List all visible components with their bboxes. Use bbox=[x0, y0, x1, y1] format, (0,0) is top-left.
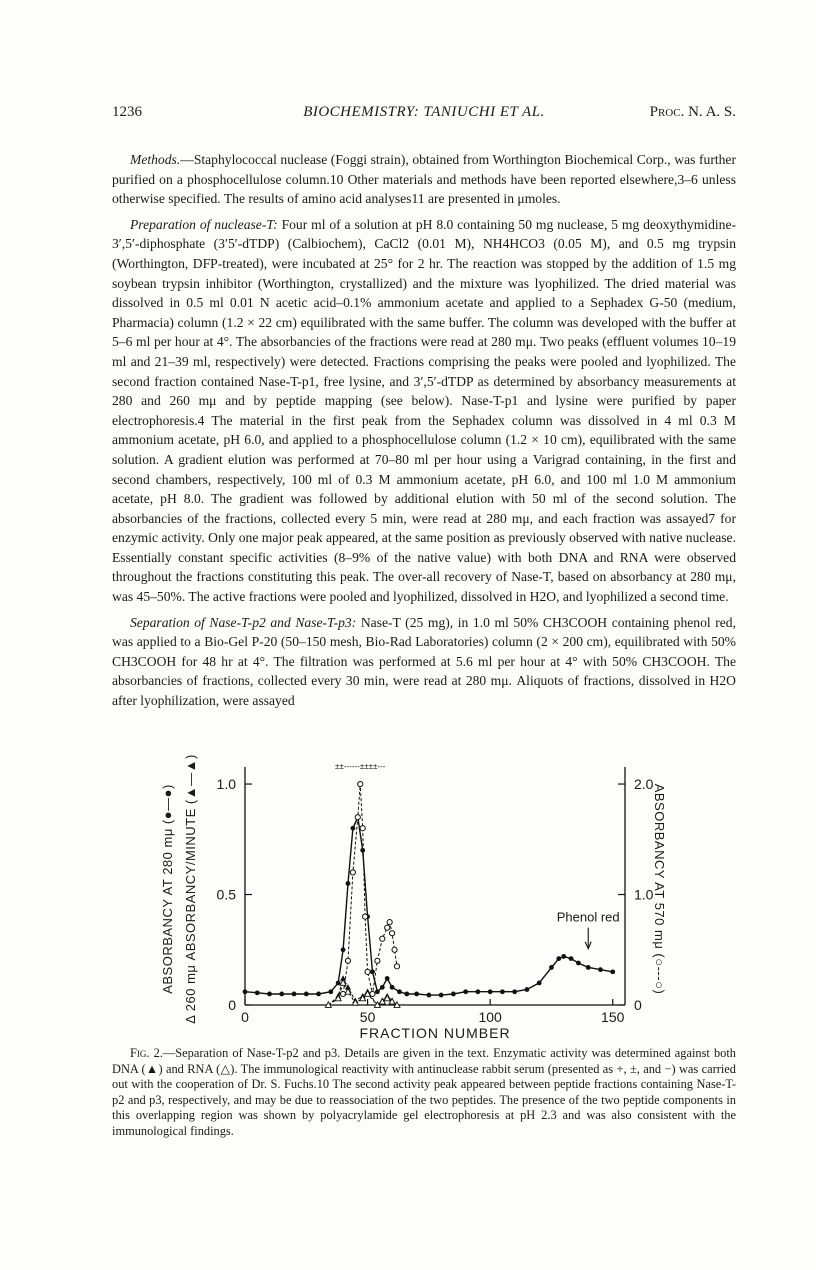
data-point-570 bbox=[350, 870, 355, 875]
paragraph-text: —Staphylococcal nuclease (Foggi strain), obtained from Worthington Biochemical Corp., was further purified on a phosphocellulose column.10 Other materials and methods have been reported elsewhere,3–6 unless otherwise specified. The results of amino acid analyses11 are presented in μmoles. bbox=[112, 152, 736, 207]
data-point-280 bbox=[463, 989, 468, 994]
figure-caption bbox=[112, 1046, 736, 1140]
caption-text: —Separation of Nase-T-p2 and p3. Details are given in the text. Enzymatic activity was determined against both DNA (▲) and RNA (△). The immunological reactivity with antinuclease rabbit serum (presented as +, ±, and −) was carried out with the cooperation of Dr. S. Fuchs.10 The second activity peak appeared between peptide fractions containing Nase-T-p2 and p3, respectively, and may be due to reassociation of the two peptides. The presence of the two peptide components in this overlapping region was shown by polyacrylamide gel electrophoresis at pH 2.3 and was also consistent with the immunological findings. bbox=[112, 1046, 736, 1138]
y-left-tick-label: 0 bbox=[228, 997, 236, 1013]
x-tick-label: 150 bbox=[601, 1009, 625, 1025]
data-point-280 bbox=[390, 985, 395, 990]
annotation-phenol-red: Phenol red bbox=[556, 909, 620, 925]
caption-label: Fig. 2. bbox=[130, 1046, 163, 1060]
data-point-280 bbox=[426, 993, 431, 998]
data-point-280 bbox=[328, 989, 333, 994]
paragraph-heading: Methods. bbox=[130, 152, 181, 167]
paragraph-heading: Preparation of nuclease-T: bbox=[130, 216, 278, 232]
data-point-280 bbox=[279, 992, 284, 997]
data-point-570 bbox=[375, 958, 380, 963]
page-number: 1236 bbox=[112, 104, 142, 120]
data-point-280 bbox=[537, 981, 542, 986]
paragraph-heading: Separation of Nase-T-p2 and Nase-T-p3: bbox=[130, 614, 357, 630]
data-point-280 bbox=[512, 989, 517, 994]
series-line-0 bbox=[245, 817, 613, 995]
y-right-title-570: ABSORBANCY AT 570 mμ (○---○) bbox=[652, 783, 667, 995]
data-point-280 bbox=[380, 985, 385, 990]
x-axis-title: FRACTION NUMBER bbox=[359, 1025, 511, 1040]
paragraph-separation bbox=[112, 613, 736, 711]
data-point-280 bbox=[586, 965, 591, 970]
data-point-280 bbox=[598, 967, 603, 972]
data-point-280 bbox=[267, 992, 272, 997]
paragraph-text: Nase-T (25 mg), in 1.0 ml 50% CH3COOH containing phenol red, was applied to a Bio-Gel P-20 (50–150 mesh, Bio-Rad Laboratories) column (2 × 200 cm), equilibrated with 50% CH3COOH for 48 hr at 4°. The filtration was performed at 5.6 ml per hour at 4° with 50% CH3COOH. The absorbancies of fractions, collected every 30 min, were read at 280 mμ. Aliquots of fractions, dissolved in H2O after lyophilization, were assayed bbox=[112, 614, 736, 709]
data-point-280 bbox=[610, 969, 615, 974]
data-point-570 bbox=[358, 781, 363, 786]
data-point-280 bbox=[500, 989, 505, 994]
data-point-280 bbox=[316, 992, 321, 997]
series-line-1 bbox=[343, 784, 397, 994]
y-right-tick-label: 1.0 bbox=[634, 886, 654, 903]
x-tick-label: 0 bbox=[241, 1009, 249, 1025]
immuno-marks: ±±------±±±±--- bbox=[335, 762, 386, 771]
data-point-570 bbox=[392, 947, 397, 952]
paragraph-methods bbox=[112, 150, 736, 209]
data-point-280 bbox=[397, 989, 402, 994]
data-point-570 bbox=[365, 969, 370, 974]
x-tick-label: 50 bbox=[359, 1009, 376, 1025]
data-point-280 bbox=[569, 956, 574, 961]
article-body bbox=[112, 150, 736, 717]
data-point-570 bbox=[360, 826, 365, 831]
data-point-280 bbox=[375, 989, 380, 994]
data-point-280 bbox=[370, 969, 375, 974]
data-point-280 bbox=[336, 981, 341, 986]
page-header bbox=[112, 104, 736, 128]
data-point-570 bbox=[355, 815, 360, 820]
data-point-280 bbox=[292, 992, 297, 997]
journal-name: Proc. N. A. S. bbox=[649, 104, 736, 120]
y-left-title-280: ABSORBANCY AT 280 mμ (●—●) bbox=[160, 784, 175, 994]
data-point-280 bbox=[414, 992, 419, 997]
data-point-280 bbox=[549, 965, 554, 970]
data-point-280 bbox=[439, 993, 444, 998]
running-title: BIOCHEMISTRY: TANIUCHI ET AL. bbox=[303, 104, 545, 120]
data-point-570 bbox=[394, 964, 399, 969]
data-point-570 bbox=[363, 914, 368, 919]
data-point-280 bbox=[385, 976, 390, 981]
data-point-280 bbox=[304, 992, 309, 997]
data-point-280 bbox=[346, 881, 351, 886]
y-left-title-260: Δ 260 mμ ABSORBANCY/MINUTE (▲—▲) bbox=[183, 755, 198, 1024]
data-point-280 bbox=[255, 990, 260, 995]
data-point-570 bbox=[345, 958, 350, 963]
data-point-280 bbox=[556, 956, 561, 961]
y-right-tick-label: 2.0 bbox=[634, 776, 654, 793]
data-point-570 bbox=[389, 931, 394, 936]
data-point-280 bbox=[525, 987, 530, 992]
data-point-280 bbox=[360, 848, 365, 853]
x-tick-label: 100 bbox=[478, 1009, 502, 1025]
data-point-280 bbox=[404, 992, 409, 997]
data-point-280 bbox=[341, 947, 346, 952]
y-right-tick-label: 0 bbox=[634, 997, 642, 1013]
data-point-570 bbox=[385, 925, 390, 930]
y-left-tick-label: 0.5 bbox=[216, 886, 236, 903]
y-left-tick-label: 1.0 bbox=[216, 776, 236, 793]
figure-2 bbox=[150, 755, 670, 1040]
paragraph-preparation bbox=[112, 215, 736, 607]
data-point-280 bbox=[350, 826, 355, 831]
data-point-280 bbox=[243, 989, 248, 994]
data-point-280 bbox=[561, 954, 566, 959]
chromatography-chart bbox=[150, 755, 670, 1040]
paragraph-text: Four ml of a solution at pH 8.0 containing 50 mg nuclease, 5 mg deoxythymidine-3′,5′-diphosphate (3′5′-dTDP) (Calbiochem), CaCl2 (0.01 M), NH4HCO3 (0.05 M), and 0.5 mg trypsin (Worthington, DFP-treated), were incubated at 25° for 2 hr. The reaction was stopped by the addition of 1.5 mg soybean trypsin inhibitor (Worthington, crystallized) and the mixture was lyophilized. The dried material was dissolved in 0.5 ml 0.01 N acetic acid–0.1% ammonium acetate and applied to a Sephadex G-50 (medium, Pharmacia) column (1.2 × 22 cm) equilibrated with the same buffer. The column was developed with the buffer at 5–6 ml per hour at 4°. The absorbancies of the fractions were read at 280 mμ. Two peaks (effluent volumes 10–19 ml and 21–39 ml, respectively) were detected. Fractions comprising the peaks were pooled and lyophilized. The second fraction contained Nase-T-p1, free lysine, and 3′,5′-dTDP as determined by absorbancy measurements at 280 and 260 mμ and by peptide mapping (see below). Nase-T-p1 and lysine were purified by paper electrophoresis.4 The material in the first peak from the Sephadex column was dissolved in 4 ml 0.3 M ammonium acetate, pH 6.0, and applied to a phosphocellulose column (1.2 × 10 cm), equilibrated with the same solution. A gradient elution was performed at 70–80 ml per hour using a Varigrad containing, in the first and second chambers, respectively, 100 ml of 0.3 M ammonium acetate, pH 6.0, and 100 ml 1.0 M ammonium acetate, pH 8.0. The gradient was followed by additional elution with 50 ml of the second solution. The absorbancies of the fractions, collected every 5 min, were read at 280 mμ, and each fraction was assayed7 for enzymic activity. Only one major peak appeared, at the same position as previously observed with native nuclease. Essentially constant specific activities (8–9% of the native value) with both DNA and RNA were observed throughout the fractions constituting this peak. The over-all recovery of Nase-T, based on absorbancy at 280 mμ, was 45–50%. The active fractions were pooled and lyophilized, dissolved in H2O, and lyophilized a second time. bbox=[112, 216, 737, 605]
data-point-280 bbox=[451, 992, 456, 997]
data-point-280 bbox=[488, 989, 493, 994]
data-point-570 bbox=[387, 920, 392, 925]
data-point-280 bbox=[576, 961, 581, 966]
data-point-280 bbox=[476, 989, 481, 994]
data-point-570 bbox=[380, 936, 385, 941]
